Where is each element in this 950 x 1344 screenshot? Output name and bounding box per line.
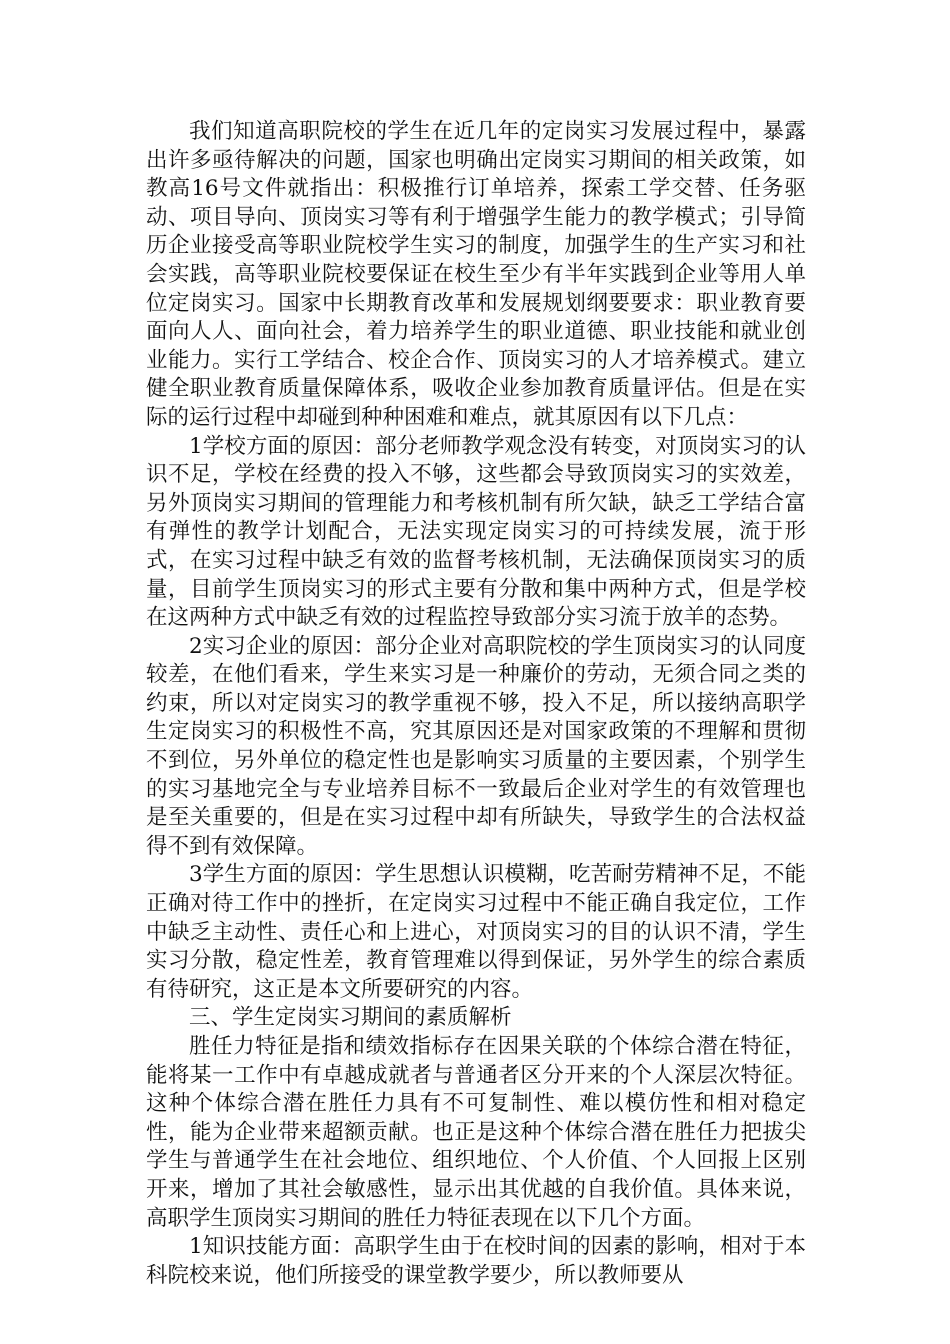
document-body (146, 118, 806, 1290)
section-heading: 三、学生定岗实习期间的素质解析 (189, 1005, 512, 1031)
paragraph-school-reasons: 1学校方面的原因：部分老师教学观念没有转变，对顶岗实习的认识不足，学校在经费的投入不够，这些都会导致顶岗实习的实效差，另外顶岗实习期间的管理能力和考核机制有所欠缺，缺乏工学结合富有弹性的教学计划配合，无法实现定岗实习的可持续发展，流于形式，在实习过程中缺乏有效的监督考核机制，无法确保顶岗实习的质量，目前学生顶岗实习的形式主要有分散和集中两种方式，但是学校在这两种方式中缺乏有效的过程监控导致部分实习流于放羊的态势。 (146, 433, 806, 631)
paragraph-knowledge-skills: 1知识技能方面：高职学生由于在校时间的因素的影响，相对于本科院校来说，他们所接受的课堂教学要少，所以教师要从 (146, 1234, 806, 1288)
paragraph-enterprise-reasons: 2实习企业的原因：部分企业对高职院校的学生顶岗实习的认同度较差，在他们看来，学生来实习是一种廉价的劳动，无须合同之类的约束，所以对定岗实习的教学重视不够，投入不足，所以接纳高职学生定岗实习的积极性不高，究其原因还是对国家政策的不理解和贯彻不到位，另外单位的稳定性也是影响实习质量的主要因素，个别学生的实习基地完全与专业培养目标不一致最后企业对学生的有效管理也是至关重要的，但是在实习过程中却有所缺失，导致学生的合法权益得不到有效保障。 (146, 633, 806, 859)
paragraph-student-reasons: 3学生方面的原因：学生思想认识模糊，吃苦耐劳精神不足，不能正确对待工作中的挫折，在定岗实习过程中不能正确自我定位，工作中缺乏主动性、责任心和上进心，对顶岗实习的目的认识不清，学生实习分散，稳定性差，教育管理难以得到保证，另外学生的综合素质有待研究，这正是本文所要研究的内容。 (146, 862, 806, 1002)
paragraph-intro: 我们知道高职院校的学生在近几年的定岗实习发展过程中，暴露出许多亟待解决的问题，国家也明确出定岗实习期间的相关政策，如教高16号文件就指出：积极推行订单培养，探索工学交替、任务驱动、项目导向、顶岗实习等有利于增强学生能力的教学模式；引导简历企业接受高等职业院校学生实习的制度，加强学生的生产实习和社会实践，高等职业院校要保证在校生至少有半年实践到企业等用人单位定岗实习。国家中长期教育改革和发展规划纲要要求：职业教育要面向人人、面向社会，着力培养学生的职业道德、职业技能和就业创业能力。实行工学结合、校企合作、顶岗实习的人才培养模式。建立健全职业教育质量保障体系，吸收企业参加教育质量评估。但是在实际的运行过程中却碰到种种困难和难点，就其原因有以下几点： (146, 119, 806, 430)
paragraph-competency: 胜任力特征是指和绩效指标存在因果关联的个体综合潜在特征，能将某一工作中有卓越成就者与普通者区分开来的个人深层次特征。这种个体综合潜在胜任力具有不可复制性、难以模仿性和相对稳定性，能为企业带来超额贡献。也正是这种个体综合潜在胜任力把拔尖学生与普通学生在社会地位、组织地位、个人价值、个人回报上区别开来，增加了其社会敏感性，显示出其优越的自我价值。具体来说，高职学生顶岗实习期间的胜任力特征表现在以下几个方面。 (146, 1034, 806, 1231)
